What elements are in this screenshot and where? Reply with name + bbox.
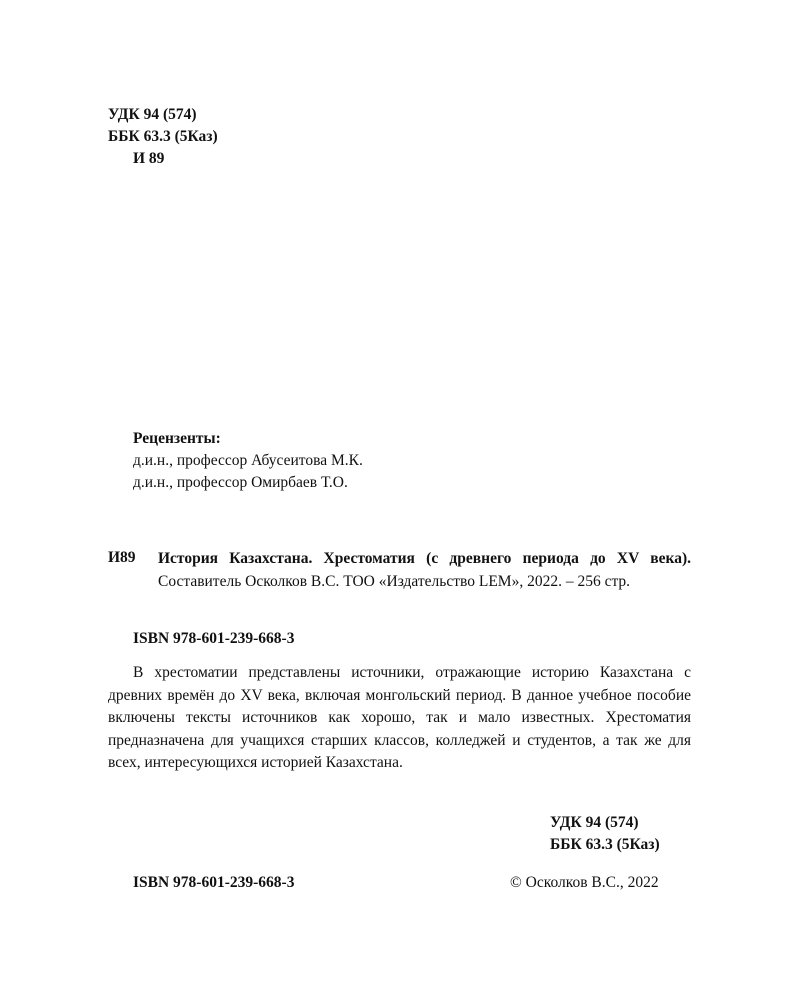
udk-classification: УДК 94 (574) <box>108 106 197 123</box>
catalog-entry <box>158 547 691 593</box>
footer-isbn: ISBN 978-601-239-668-3 <box>133 874 295 891</box>
catalog-entry-details: Составитель Осколков В.С. ТОО «Издательство LEM», 2022. – 256 стр. <box>158 573 631 590</box>
isbn: ISBN 978-601-239-668-3 <box>133 630 295 647</box>
catalog-entry-code: И89 <box>108 549 136 566</box>
abstract-paragraph: В хрестоматии представлены источники, отражающие историю Казахстана с древних времён до XV века, включая монгольский период. В данное учебное пособие включены тексты источников как хорошо, так и мало известных. Хрестоматия предназначена для учащихся старших классов, колледжей и студентов, а так же для всех, интересующихся историей Казахстана. <box>108 664 691 771</box>
footer-udk: УДК 94 (574) <box>550 814 639 831</box>
reviewer-item: д.и.н., профессор Абусеитова М.К. <box>133 452 363 469</box>
reviewer-item: д.и.н., профессор Омирбаев Т.О. <box>133 474 348 491</box>
bbk-classification: ББК 63.3 (5Каз) <box>108 128 218 145</box>
catalog-entry-title: История Казахстана. Хрестоматия (с древнего периода до XV века). <box>158 550 691 567</box>
reviewers-heading: Рецензенты: <box>133 430 221 447</box>
author-code: И 89 <box>133 150 165 167</box>
footer-bbk: ББК 63.3 (5Каз) <box>550 836 660 853</box>
copyright: © Осколков В.С., 2022 <box>510 874 659 891</box>
